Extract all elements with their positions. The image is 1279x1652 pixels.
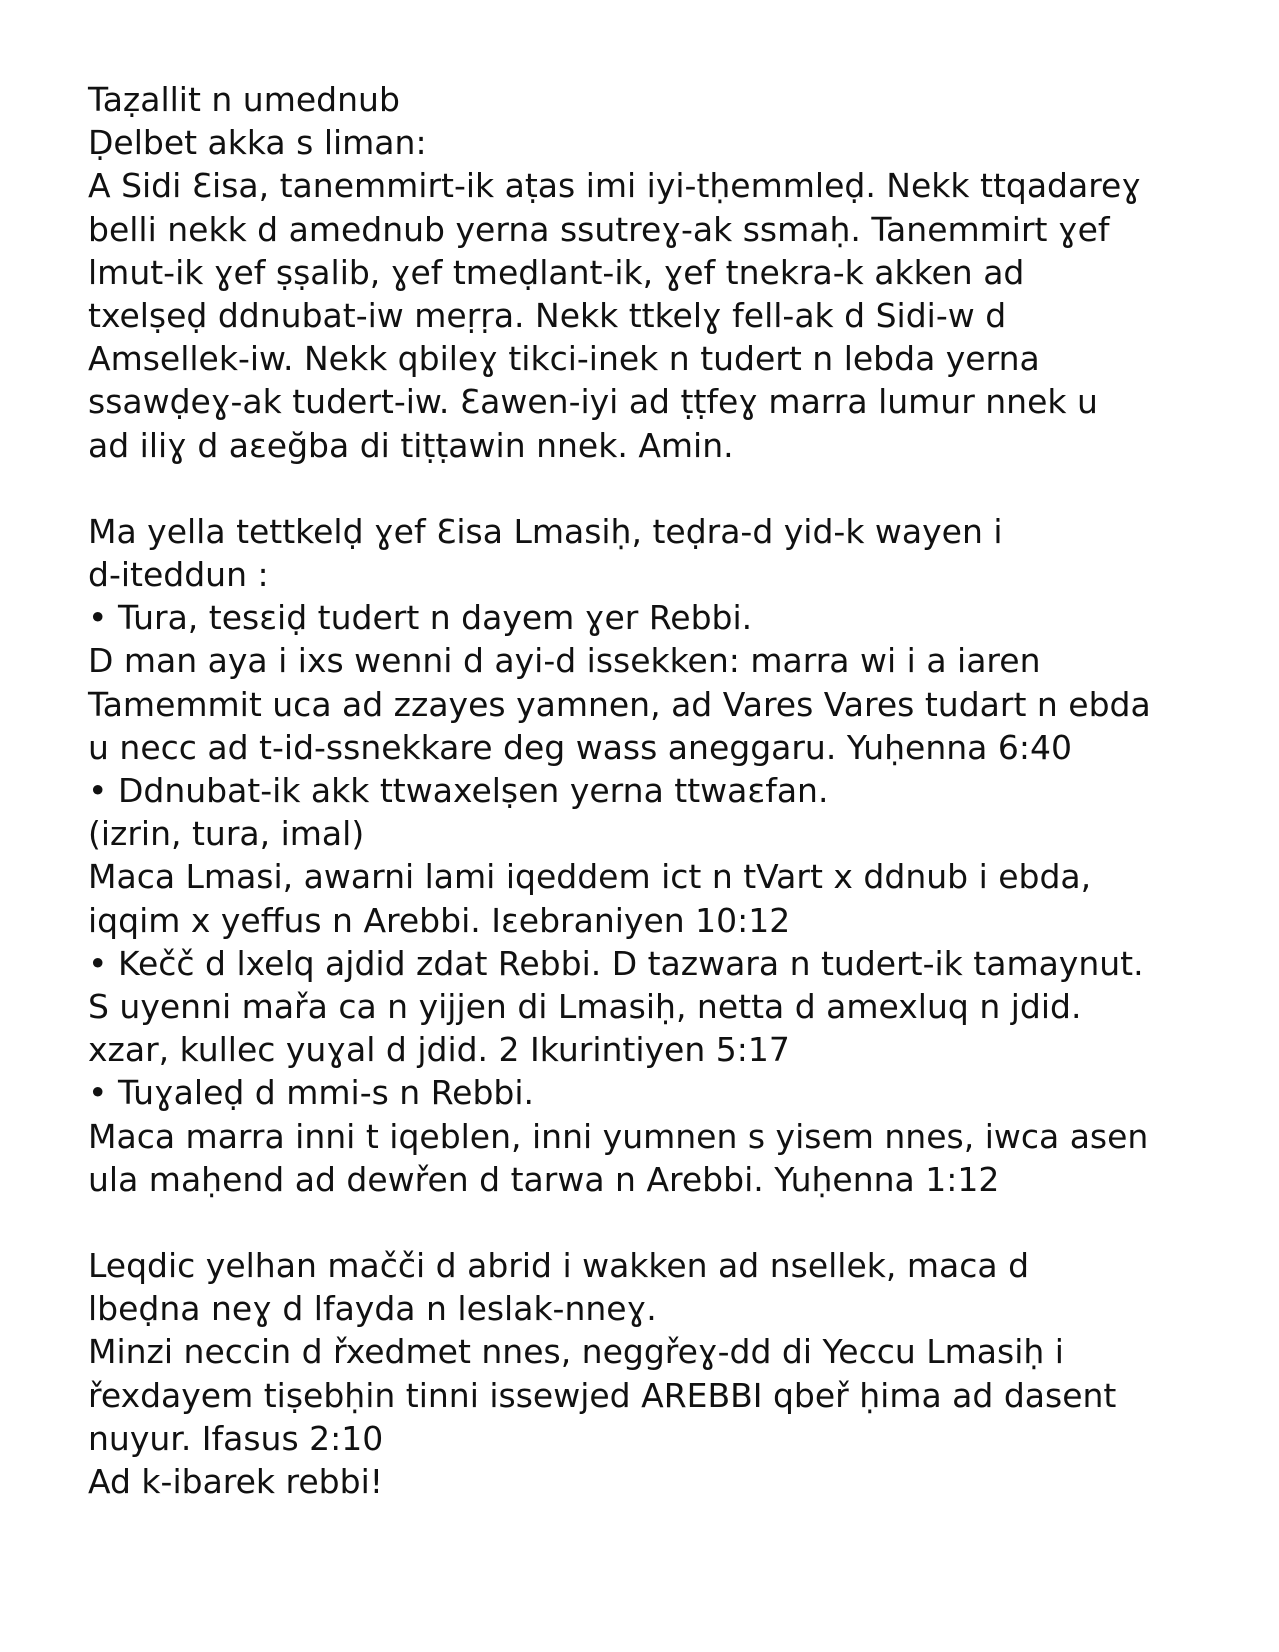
scripture-line: D man aya i ixs wenni d ayi-d issekken: marra wi i a iaren [88, 641, 1041, 681]
benefit-child-of-god [88, 1071, 1208, 1201]
prayer-line: ssawḍeɣ-ak tudert-iw. Ɛawen-iyi ad ṭṭfeɣ marra lumur nnek u [88, 382, 1098, 422]
closing-paragraph [88, 1244, 1208, 1460]
scripture-line: iqqim x yeffus n Arebbi. Iɛebraniyen 10:12 [88, 900, 791, 940]
scripture-line: ula maḥend ad dewřen d tarwa n Arebbi. Yuḥenna 1:12 [88, 1159, 1000, 1199]
closing-line: Minzi neccin d řxedmet nnes, neggřeɣ-dd di Yeccu Lmasiḥ i [88, 1332, 1064, 1372]
scripture-line: Maca Lmasi, awarni lami iqeddem ict n tVart x ddnub i ebda, [88, 857, 1092, 897]
prayer-line: belli nekk d amednub yerna ssutreɣ-ak ssmaḥ. Tanemmirt ɣef [88, 209, 1110, 249]
benefit-heading: • Kečč d lxelq ajdid zdat Rebbi. D tazwara n tudert-ik tamaynut. [88, 943, 1144, 983]
prayer-line: txelṣeḍ ddnubat-iw meṛṛa. Nekk ttkelɣ fell-ak d Sidi-w d [88, 295, 1007, 335]
benefits-intro-line: Ma yella tettkelḍ ɣef Ɛisa Lmasiḥ, teḍra-d yid-k wayen i [88, 511, 1003, 551]
prayer-paragraph [88, 164, 1208, 466]
benefit-heading: • Tuɣaleḍ d mmi-s n Rebbi. [88, 1073, 534, 1113]
benefits-intro [88, 510, 1208, 596]
scripture-line: xzar, kullec yuɣal d jdid. 2 Ikurintiyen 5:17 [88, 1030, 790, 1070]
prayer-line: ad iliɣ d aɛeğba di tiṭṭawin nnek. Amin. [88, 425, 734, 465]
paragraph-spacer [88, 467, 1208, 510]
closing-line: nuyur. Ifasus 2:10 [88, 1418, 384, 1458]
scripture-line: (izrin, tura, imal) [88, 814, 365, 854]
scripture-line: u necc ad t-id-ssnekkare deg wass aneggaru. Yuḥenna 6:40 [88, 727, 1072, 767]
prayer-line: A Sidi Ɛisa, tanemmirt-ik aṭas imi iyi-tḥemmleḍ. Nekk ttqadareɣ [88, 166, 1142, 206]
prayer-line: lmut-ik ɣef ṣṣalib, ɣef tmeḍlant-ik, ɣef tnekra-k akken ad [88, 252, 1025, 292]
blessing: Ad k-ibarek rebbi! [88, 1462, 383, 1501]
paragraph-spacer [88, 1201, 1208, 1244]
scripture-line: Tamemmit uca ad zzayes yamnen, ad Vares Vares tudart n ebda [88, 684, 1151, 724]
benefit-heading: • Tura, tesɛiḍ tudert n dayem ɣer Rebbi. [88, 598, 753, 638]
prayer-line: Amsellek-iw. Nekk qbileɣ tikci-inek n tudert n lebda yerna [88, 339, 1040, 379]
closing-line: lbeḍna neɣ d lfayda n leslak-nneɣ. [88, 1289, 657, 1329]
benefit-new-creation [88, 942, 1208, 1072]
benefits-intro-line: d-iteddun : [88, 555, 269, 595]
document-page [88, 78, 1208, 1503]
document-title: Taẓallit n umednub [88, 80, 400, 119]
prayer-intro: Ḍelbet akka s liman: [88, 123, 427, 163]
closing-line: Leqdic yelhan mačči d abrid i wakken ad nsellek, maca d [88, 1246, 1030, 1286]
benefit-eternal-life [88, 596, 1208, 769]
closing-line: řexdayem tiṣebḥin tinni issewjed AREBBI qbeř ḥima ad dasent [88, 1375, 1117, 1415]
benefit-forgiveness [88, 769, 1208, 942]
benefit-heading: • Ddnubat-ik akk ttwaxelṣen yerna ttwaɛfan. [88, 771, 829, 810]
scripture-line: Maca marra inni t iqeblen, inni yumnen s yisem nnes, iwca asen [88, 1116, 1149, 1156]
scripture-line: S uyenni mařa ca n yijjen di Lmasiḥ, netta d amexluq n jdid. [88, 986, 1082, 1026]
